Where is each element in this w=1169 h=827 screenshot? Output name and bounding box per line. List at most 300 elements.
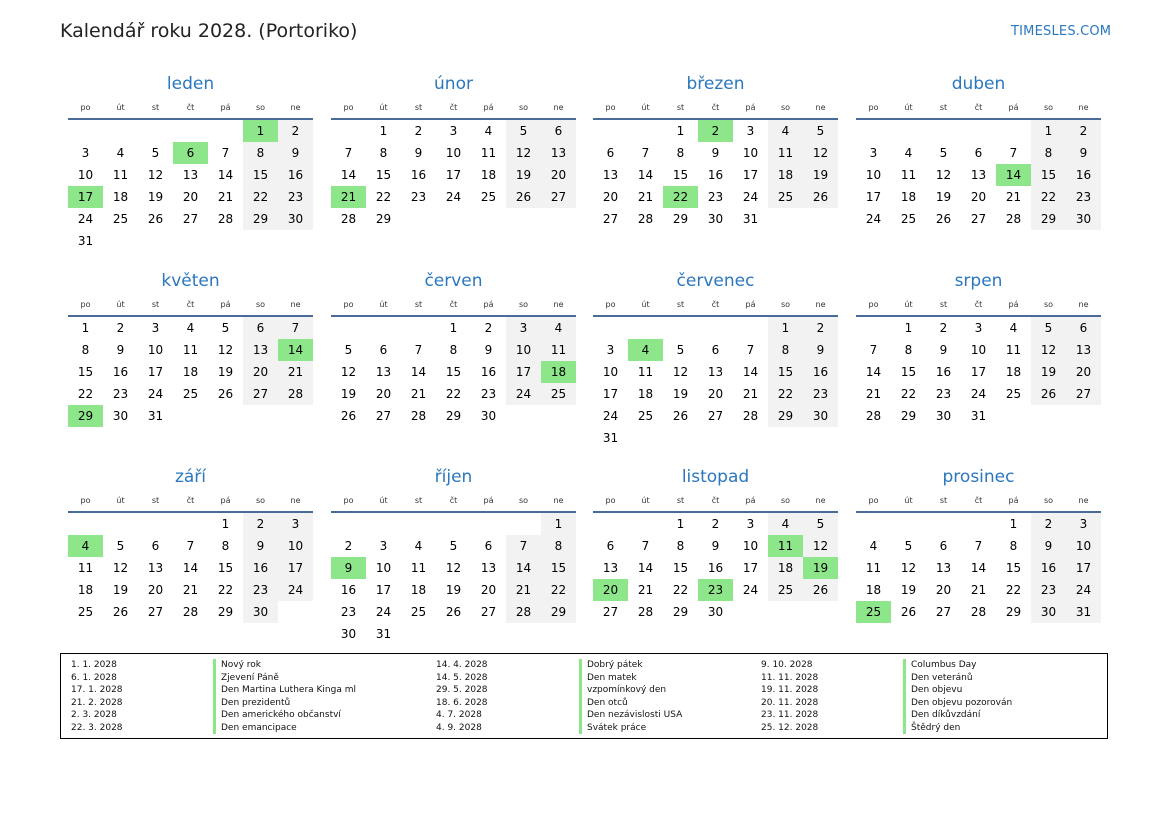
day-cell[interactable]: 19 bbox=[506, 164, 541, 186]
day-cell[interactable]: 31 bbox=[77, 234, 94, 248]
day-cell[interactable]: 16 bbox=[1066, 164, 1101, 186]
day-cell[interactable]: 24 bbox=[742, 190, 759, 204]
day-cell[interactable]: 9 bbox=[414, 146, 423, 160]
day-cell[interactable]: 18 bbox=[900, 190, 917, 204]
day-cell[interactable]: 3 bbox=[974, 321, 983, 335]
day-cell[interactable]: 30 bbox=[340, 627, 357, 641]
day-cell[interactable]: 10 bbox=[147, 343, 164, 357]
day-cell[interactable]: 8 bbox=[768, 339, 803, 361]
day-cell[interactable]: 13 bbox=[707, 365, 724, 379]
day-cell[interactable]: 29 bbox=[375, 212, 392, 226]
day-cell[interactable]: 12 bbox=[217, 343, 234, 357]
day-cell[interactable]: 14 bbox=[410, 365, 427, 379]
day-cell[interactable]: 11 bbox=[900, 168, 917, 182]
brand-logo[interactable]: TIMESLES.COM bbox=[1011, 24, 1112, 39]
day-cell[interactable]: 3 bbox=[606, 343, 615, 357]
day-cell[interactable]: 18 bbox=[865, 583, 882, 597]
day-cell[interactable]: 6 bbox=[541, 120, 576, 142]
day-cell[interactable]: 8 bbox=[221, 539, 230, 553]
day-cell[interactable]: 31 bbox=[375, 627, 392, 641]
day-cell[interactable]: 4 bbox=[869, 539, 878, 553]
day-cell[interactable]: 22 bbox=[768, 383, 803, 405]
day-cell[interactable]: 31 bbox=[147, 409, 164, 423]
day-cell[interactable]: 27 bbox=[541, 186, 576, 208]
day-cell[interactable]: 28 bbox=[410, 409, 427, 423]
day-cell[interactable]: 29 bbox=[217, 605, 234, 619]
day-cell[interactable]: 26 bbox=[803, 186, 838, 208]
holiday-day-cell[interactable]: 23 bbox=[698, 579, 733, 601]
day-cell[interactable]: 12 bbox=[340, 365, 357, 379]
day-cell[interactable]: 22 bbox=[900, 387, 917, 401]
day-cell[interactable]: 7 bbox=[641, 539, 650, 553]
day-cell[interactable]: 9 bbox=[1031, 535, 1066, 557]
day-cell[interactable]: 12 bbox=[147, 168, 164, 182]
day-cell[interactable]: 21 bbox=[410, 387, 427, 401]
day-cell[interactable]: 1 bbox=[379, 124, 388, 138]
day-cell[interactable]: 15 bbox=[1005, 561, 1022, 575]
day-cell[interactable]: 29 bbox=[541, 601, 576, 623]
day-cell[interactable]: 15 bbox=[672, 561, 689, 575]
day-cell[interactable]: 13 bbox=[480, 561, 497, 575]
day-cell[interactable]: 10 bbox=[278, 535, 313, 557]
day-cell[interactable]: 6 bbox=[1066, 317, 1101, 339]
day-cell[interactable]: 3 bbox=[449, 124, 458, 138]
day-cell[interactable]: 22 bbox=[77, 387, 94, 401]
day-cell[interactable]: 30 bbox=[1031, 601, 1066, 623]
day-cell[interactable]: 24 bbox=[506, 383, 541, 405]
day-cell[interactable]: 20 bbox=[707, 387, 724, 401]
day-cell[interactable]: 20 bbox=[147, 583, 164, 597]
day-cell[interactable]: 14 bbox=[970, 561, 987, 575]
day-cell[interactable]: 21 bbox=[637, 190, 654, 204]
day-cell[interactable]: 21 bbox=[865, 387, 882, 401]
day-cell[interactable]: 3 bbox=[278, 513, 313, 535]
day-cell[interactable]: 9 bbox=[116, 343, 125, 357]
day-cell[interactable]: 27 bbox=[243, 383, 278, 405]
day-cell[interactable]: 31 bbox=[1066, 601, 1101, 623]
day-cell[interactable]: 1 bbox=[449, 321, 458, 335]
day-cell[interactable]: 10 bbox=[375, 561, 392, 575]
day-cell[interactable]: 12 bbox=[445, 561, 462, 575]
day-cell[interactable]: 7 bbox=[344, 146, 353, 160]
day-cell[interactable]: 6 bbox=[484, 539, 493, 553]
day-cell[interactable]: 29 bbox=[672, 605, 689, 619]
day-cell[interactable]: 23 bbox=[803, 383, 838, 405]
day-cell[interactable]: 30 bbox=[480, 409, 497, 423]
day-cell[interactable]: 3 bbox=[81, 146, 90, 160]
day-cell[interactable]: 11 bbox=[541, 339, 576, 361]
holiday-day-cell[interactable]: 11 bbox=[768, 535, 803, 557]
day-cell[interactable]: 30 bbox=[278, 208, 313, 230]
day-cell[interactable]: 24 bbox=[375, 605, 392, 619]
day-cell[interactable]: 23 bbox=[1066, 186, 1101, 208]
day-cell[interactable]: 28 bbox=[217, 212, 234, 226]
day-cell[interactable]: 20 bbox=[970, 190, 987, 204]
day-cell[interactable]: 4 bbox=[414, 539, 423, 553]
day-cell[interactable]: 23 bbox=[278, 186, 313, 208]
day-cell[interactable]: 27 bbox=[182, 212, 199, 226]
holiday-day-cell[interactable]: 19 bbox=[803, 557, 838, 579]
day-cell[interactable]: 19 bbox=[803, 164, 838, 186]
day-cell[interactable]: 7 bbox=[186, 539, 195, 553]
day-cell[interactable]: 27 bbox=[602, 212, 619, 226]
day-cell[interactable]: 28 bbox=[742, 409, 759, 423]
day-cell[interactable]: 10 bbox=[602, 365, 619, 379]
day-cell[interactable]: 1 bbox=[81, 321, 90, 335]
day-cell[interactable]: 8 bbox=[1031, 142, 1066, 164]
day-cell[interactable]: 1 bbox=[676, 124, 685, 138]
day-cell[interactable]: 28 bbox=[506, 601, 541, 623]
day-cell[interactable]: 10 bbox=[1066, 535, 1101, 557]
day-cell[interactable]: 14 bbox=[637, 168, 654, 182]
day-cell[interactable]: 25 bbox=[77, 605, 94, 619]
day-cell[interactable]: 6 bbox=[939, 539, 948, 553]
day-cell[interactable]: 3 bbox=[379, 539, 388, 553]
holiday-day-cell[interactable]: 14 bbox=[278, 339, 313, 361]
day-cell[interactable]: 26 bbox=[935, 212, 952, 226]
holiday-day-cell[interactable]: 17 bbox=[68, 186, 103, 208]
day-cell[interactable]: 10 bbox=[865, 168, 882, 182]
day-cell[interactable]: 23 bbox=[243, 579, 278, 601]
day-cell[interactable]: 13 bbox=[243, 339, 278, 361]
day-cell[interactable]: 12 bbox=[900, 561, 917, 575]
day-cell[interactable]: 4 bbox=[768, 120, 803, 142]
day-cell[interactable]: 8 bbox=[379, 146, 388, 160]
day-cell[interactable]: 20 bbox=[1066, 361, 1101, 383]
holiday-day-cell[interactable]: 2 bbox=[698, 120, 733, 142]
day-cell[interactable]: 12 bbox=[506, 142, 541, 164]
day-cell[interactable]: 27 bbox=[602, 605, 619, 619]
day-cell[interactable]: 13 bbox=[541, 142, 576, 164]
day-cell[interactable]: 2 bbox=[939, 321, 948, 335]
day-cell[interactable]: 3 bbox=[869, 146, 878, 160]
day-cell[interactable]: 21 bbox=[506, 579, 541, 601]
day-cell[interactable]: 10 bbox=[506, 339, 541, 361]
day-cell[interactable]: 22 bbox=[375, 190, 392, 204]
day-cell[interactable]: 11 bbox=[637, 365, 654, 379]
holiday-day-cell[interactable]: 25 bbox=[856, 601, 891, 623]
day-cell[interactable]: 9 bbox=[711, 146, 720, 160]
holiday-day-cell[interactable]: 22 bbox=[663, 186, 698, 208]
day-cell[interactable]: 4 bbox=[116, 146, 125, 160]
day-cell[interactable]: 9 bbox=[278, 142, 313, 164]
day-cell[interactable]: 18 bbox=[77, 583, 94, 597]
day-cell[interactable]: 9 bbox=[711, 539, 720, 553]
day-cell[interactable]: 28 bbox=[340, 212, 357, 226]
day-cell[interactable]: 25 bbox=[768, 186, 803, 208]
day-cell[interactable]: 23 bbox=[1031, 579, 1066, 601]
day-cell[interactable]: 16 bbox=[1031, 557, 1066, 579]
day-cell[interactable]: 3 bbox=[506, 317, 541, 339]
day-cell[interactable]: 1 bbox=[676, 517, 685, 531]
day-cell[interactable]: 31 bbox=[602, 431, 619, 445]
day-cell[interactable]: 7 bbox=[869, 343, 878, 357]
day-cell[interactable]: 12 bbox=[1031, 339, 1066, 361]
day-cell[interactable]: 3 bbox=[746, 124, 755, 138]
day-cell[interactable]: 17 bbox=[375, 583, 392, 597]
day-cell[interactable]: 24 bbox=[742, 583, 759, 597]
day-cell[interactable]: 26 bbox=[147, 212, 164, 226]
day-cell[interactable]: 15 bbox=[375, 168, 392, 182]
day-cell[interactable]: 2 bbox=[803, 317, 838, 339]
day-cell[interactable]: 2 bbox=[243, 513, 278, 535]
day-cell[interactable]: 29 bbox=[1031, 208, 1066, 230]
day-cell[interactable]: 5 bbox=[116, 539, 125, 553]
day-cell[interactable]: 12 bbox=[803, 142, 838, 164]
day-cell[interactable]: 26 bbox=[340, 409, 357, 423]
day-cell[interactable]: 5 bbox=[1031, 317, 1066, 339]
day-cell[interactable]: 10 bbox=[970, 343, 987, 357]
day-cell[interactable]: 20 bbox=[541, 164, 576, 186]
holiday-day-cell[interactable]: 4 bbox=[628, 339, 663, 361]
day-cell[interactable]: 18 bbox=[768, 164, 803, 186]
day-cell[interactable]: 17 bbox=[970, 365, 987, 379]
day-cell[interactable]: 26 bbox=[506, 186, 541, 208]
day-cell[interactable]: 17 bbox=[1066, 557, 1101, 579]
day-cell[interactable]: 19 bbox=[445, 583, 462, 597]
day-cell[interactable]: 3 bbox=[1066, 513, 1101, 535]
holiday-day-cell[interactable]: 18 bbox=[541, 361, 576, 383]
day-cell[interactable]: 7 bbox=[641, 146, 650, 160]
day-cell[interactable]: 4 bbox=[768, 513, 803, 535]
day-cell[interactable]: 17 bbox=[147, 365, 164, 379]
day-cell[interactable]: 26 bbox=[803, 579, 838, 601]
day-cell[interactable]: 14 bbox=[217, 168, 234, 182]
day-cell[interactable]: 28 bbox=[1005, 212, 1022, 226]
day-cell[interactable]: 21 bbox=[182, 583, 199, 597]
day-cell[interactable]: 14 bbox=[865, 365, 882, 379]
day-cell[interactable]: 2 bbox=[1031, 513, 1066, 535]
holiday-day-cell[interactable]: 9 bbox=[331, 557, 366, 579]
day-cell[interactable]: 11 bbox=[1005, 343, 1022, 357]
day-cell[interactable]: 5 bbox=[344, 343, 353, 357]
day-cell[interactable]: 9 bbox=[1066, 142, 1101, 164]
day-cell[interactable]: 20 bbox=[375, 387, 392, 401]
day-cell[interactable]: 15 bbox=[243, 164, 278, 186]
day-cell[interactable]: 21 bbox=[217, 190, 234, 204]
day-cell[interactable]: 6 bbox=[243, 317, 278, 339]
day-cell[interactable]: 19 bbox=[340, 387, 357, 401]
day-cell[interactable]: 8 bbox=[81, 343, 90, 357]
day-cell[interactable]: 1 bbox=[768, 317, 803, 339]
day-cell[interactable]: 30 bbox=[707, 605, 724, 619]
day-cell[interactable]: 7 bbox=[974, 539, 983, 553]
day-cell[interactable]: 22 bbox=[672, 583, 689, 597]
holiday-day-cell[interactable]: 1 bbox=[243, 120, 278, 142]
day-cell[interactable]: 14 bbox=[182, 561, 199, 575]
day-cell[interactable]: 2 bbox=[484, 321, 493, 335]
day-cell[interactable]: 16 bbox=[707, 168, 724, 182]
day-cell[interactable]: 5 bbox=[803, 513, 838, 535]
day-cell[interactable]: 5 bbox=[676, 343, 685, 357]
day-cell[interactable]: 16 bbox=[340, 583, 357, 597]
day-cell[interactable]: 6 bbox=[606, 539, 615, 553]
day-cell[interactable]: 5 bbox=[221, 321, 230, 335]
day-cell[interactable]: 15 bbox=[541, 557, 576, 579]
day-cell[interactable]: 7 bbox=[1009, 146, 1018, 160]
day-cell[interactable]: 2 bbox=[711, 517, 720, 531]
day-cell[interactable]: 28 bbox=[637, 605, 654, 619]
day-cell[interactable]: 25 bbox=[1005, 387, 1022, 401]
day-cell[interactable]: 23 bbox=[340, 605, 357, 619]
day-cell[interactable]: 22 bbox=[445, 387, 462, 401]
day-cell[interactable]: 25 bbox=[182, 387, 199, 401]
day-cell[interactable]: 18 bbox=[112, 190, 129, 204]
day-cell[interactable]: 17 bbox=[602, 387, 619, 401]
day-cell[interactable]: 22 bbox=[217, 583, 234, 597]
day-cell[interactable]: 15 bbox=[900, 365, 917, 379]
day-cell[interactable]: 14 bbox=[742, 365, 759, 379]
day-cell[interactable]: 5 bbox=[506, 120, 541, 142]
day-cell[interactable]: 24 bbox=[865, 212, 882, 226]
day-cell[interactable]: 1 bbox=[1009, 517, 1018, 531]
day-cell[interactable]: 21 bbox=[970, 583, 987, 597]
day-cell[interactable]: 18 bbox=[480, 168, 497, 182]
day-cell[interactable]: 27 bbox=[707, 409, 724, 423]
day-cell[interactable]: 6 bbox=[379, 343, 388, 357]
day-cell[interactable]: 23 bbox=[480, 387, 497, 401]
day-cell[interactable]: 28 bbox=[278, 383, 313, 405]
day-cell[interactable]: 8 bbox=[243, 142, 278, 164]
day-cell[interactable]: 1 bbox=[904, 321, 913, 335]
day-cell[interactable]: 7 bbox=[278, 317, 313, 339]
day-cell[interactable]: 11 bbox=[77, 561, 94, 575]
holiday-day-cell[interactable]: 4 bbox=[68, 535, 103, 557]
day-cell[interactable]: 27 bbox=[375, 409, 392, 423]
holiday-day-cell[interactable]: 14 bbox=[996, 164, 1031, 186]
day-cell[interactable]: 13 bbox=[1066, 339, 1101, 361]
day-cell[interactable]: 6 bbox=[606, 146, 615, 160]
day-cell[interactable]: 8 bbox=[541, 535, 576, 557]
day-cell[interactable]: 17 bbox=[742, 168, 759, 182]
day-cell[interactable]: 21 bbox=[1005, 190, 1022, 204]
day-cell[interactable]: 25 bbox=[541, 383, 576, 405]
day-cell[interactable]: 23 bbox=[410, 190, 427, 204]
day-cell[interactable]: 9 bbox=[243, 535, 278, 557]
day-cell[interactable]: 18 bbox=[768, 557, 803, 579]
day-cell[interactable]: 4 bbox=[186, 321, 195, 335]
day-cell[interactable]: 6 bbox=[151, 539, 160, 553]
day-cell[interactable]: 31 bbox=[970, 409, 987, 423]
holiday-day-cell[interactable]: 20 bbox=[593, 579, 628, 601]
day-cell[interactable]: 26 bbox=[1031, 383, 1066, 405]
day-cell[interactable]: 17 bbox=[278, 557, 313, 579]
day-cell[interactable]: 13 bbox=[375, 365, 392, 379]
day-cell[interactable]: 24 bbox=[147, 387, 164, 401]
day-cell[interactable]: 7 bbox=[746, 343, 755, 357]
day-cell[interactable]: 29 bbox=[900, 409, 917, 423]
day-cell[interactable]: 31 bbox=[742, 212, 759, 226]
day-cell[interactable]: 22 bbox=[243, 186, 278, 208]
day-cell[interactable]: 2 bbox=[116, 321, 125, 335]
day-cell[interactable]: 22 bbox=[1005, 583, 1022, 597]
day-cell[interactable]: 6 bbox=[974, 146, 983, 160]
day-cell[interactable]: 15 bbox=[445, 365, 462, 379]
day-cell[interactable]: 11 bbox=[865, 561, 882, 575]
day-cell[interactable]: 2 bbox=[278, 120, 313, 142]
day-cell[interactable]: 8 bbox=[676, 539, 685, 553]
day-cell[interactable]: 15 bbox=[1031, 164, 1066, 186]
day-cell[interactable]: 13 bbox=[602, 168, 619, 182]
day-cell[interactable]: 24 bbox=[1066, 579, 1101, 601]
day-cell[interactable]: 13 bbox=[602, 561, 619, 575]
day-cell[interactable]: 19 bbox=[1031, 361, 1066, 383]
day-cell[interactable]: 19 bbox=[217, 365, 234, 379]
day-cell[interactable]: 16 bbox=[707, 561, 724, 575]
day-cell[interactable]: 18 bbox=[1005, 365, 1022, 379]
day-cell[interactable]: 27 bbox=[935, 605, 952, 619]
day-cell[interactable]: 23 bbox=[935, 387, 952, 401]
day-cell[interactable]: 16 bbox=[243, 557, 278, 579]
day-cell[interactable]: 5 bbox=[803, 120, 838, 142]
day-cell[interactable]: 2 bbox=[344, 539, 353, 553]
day-cell[interactable]: 16 bbox=[112, 365, 129, 379]
day-cell[interactable]: 8 bbox=[676, 146, 685, 160]
day-cell[interactable]: 18 bbox=[637, 387, 654, 401]
day-cell[interactable]: 17 bbox=[742, 561, 759, 575]
day-cell[interactable]: 4 bbox=[484, 124, 493, 138]
day-cell[interactable]: 15 bbox=[217, 561, 234, 575]
day-cell[interactable]: 8 bbox=[1009, 539, 1018, 553]
day-cell[interactable]: 24 bbox=[445, 190, 462, 204]
day-cell[interactable]: 26 bbox=[445, 605, 462, 619]
day-cell[interactable]: 16 bbox=[410, 168, 427, 182]
day-cell[interactable]: 12 bbox=[112, 561, 129, 575]
day-cell[interactable]: 6 bbox=[711, 343, 720, 357]
day-cell[interactable]: 11 bbox=[410, 561, 427, 575]
day-cell[interactable]: 26 bbox=[672, 409, 689, 423]
day-cell[interactable]: 1 bbox=[1031, 120, 1066, 142]
day-cell[interactable]: 29 bbox=[1005, 605, 1022, 619]
day-cell[interactable]: 18 bbox=[182, 365, 199, 379]
day-cell[interactable]: 30 bbox=[112, 409, 129, 423]
day-cell[interactable]: 30 bbox=[707, 212, 724, 226]
day-cell[interactable]: 20 bbox=[480, 583, 497, 597]
day-cell[interactable]: 25 bbox=[768, 579, 803, 601]
day-cell[interactable]: 30 bbox=[243, 601, 278, 623]
day-cell[interactable]: 24 bbox=[278, 579, 313, 601]
day-cell[interactable]: 26 bbox=[112, 605, 129, 619]
day-cell[interactable]: 4 bbox=[904, 146, 913, 160]
day-cell[interactable]: 8 bbox=[449, 343, 458, 357]
day-cell[interactable]: 11 bbox=[480, 146, 497, 160]
day-cell[interactable]: 25 bbox=[900, 212, 917, 226]
day-cell[interactable]: 2 bbox=[1066, 120, 1101, 142]
day-cell[interactable]: 29 bbox=[445, 409, 462, 423]
day-cell[interactable]: 7 bbox=[506, 535, 541, 557]
day-cell[interactable]: 22 bbox=[1031, 186, 1066, 208]
day-cell[interactable]: 26 bbox=[900, 605, 917, 619]
day-cell[interactable]: 18 bbox=[410, 583, 427, 597]
day-cell[interactable]: 5 bbox=[904, 539, 913, 553]
day-cell[interactable]: 11 bbox=[768, 142, 803, 164]
day-cell[interactable]: 19 bbox=[672, 387, 689, 401]
day-cell[interactable]: 27 bbox=[1066, 383, 1101, 405]
day-cell[interactable]: 20 bbox=[243, 361, 278, 383]
day-cell[interactable]: 1 bbox=[221, 517, 230, 531]
day-cell[interactable]: 9 bbox=[484, 343, 493, 357]
day-cell[interactable]: 15 bbox=[77, 365, 94, 379]
day-cell[interactable]: 11 bbox=[182, 343, 199, 357]
day-cell[interactable]: 11 bbox=[112, 168, 129, 182]
day-cell[interactable]: 21 bbox=[637, 583, 654, 597]
day-cell[interactable]: 9 bbox=[803, 339, 838, 361]
day-cell[interactable]: 10 bbox=[742, 539, 759, 553]
day-cell[interactable]: 22 bbox=[541, 579, 576, 601]
day-cell[interactable]: 15 bbox=[768, 361, 803, 383]
day-cell[interactable]: 23 bbox=[707, 190, 724, 204]
day-cell[interactable]: 19 bbox=[147, 190, 164, 204]
